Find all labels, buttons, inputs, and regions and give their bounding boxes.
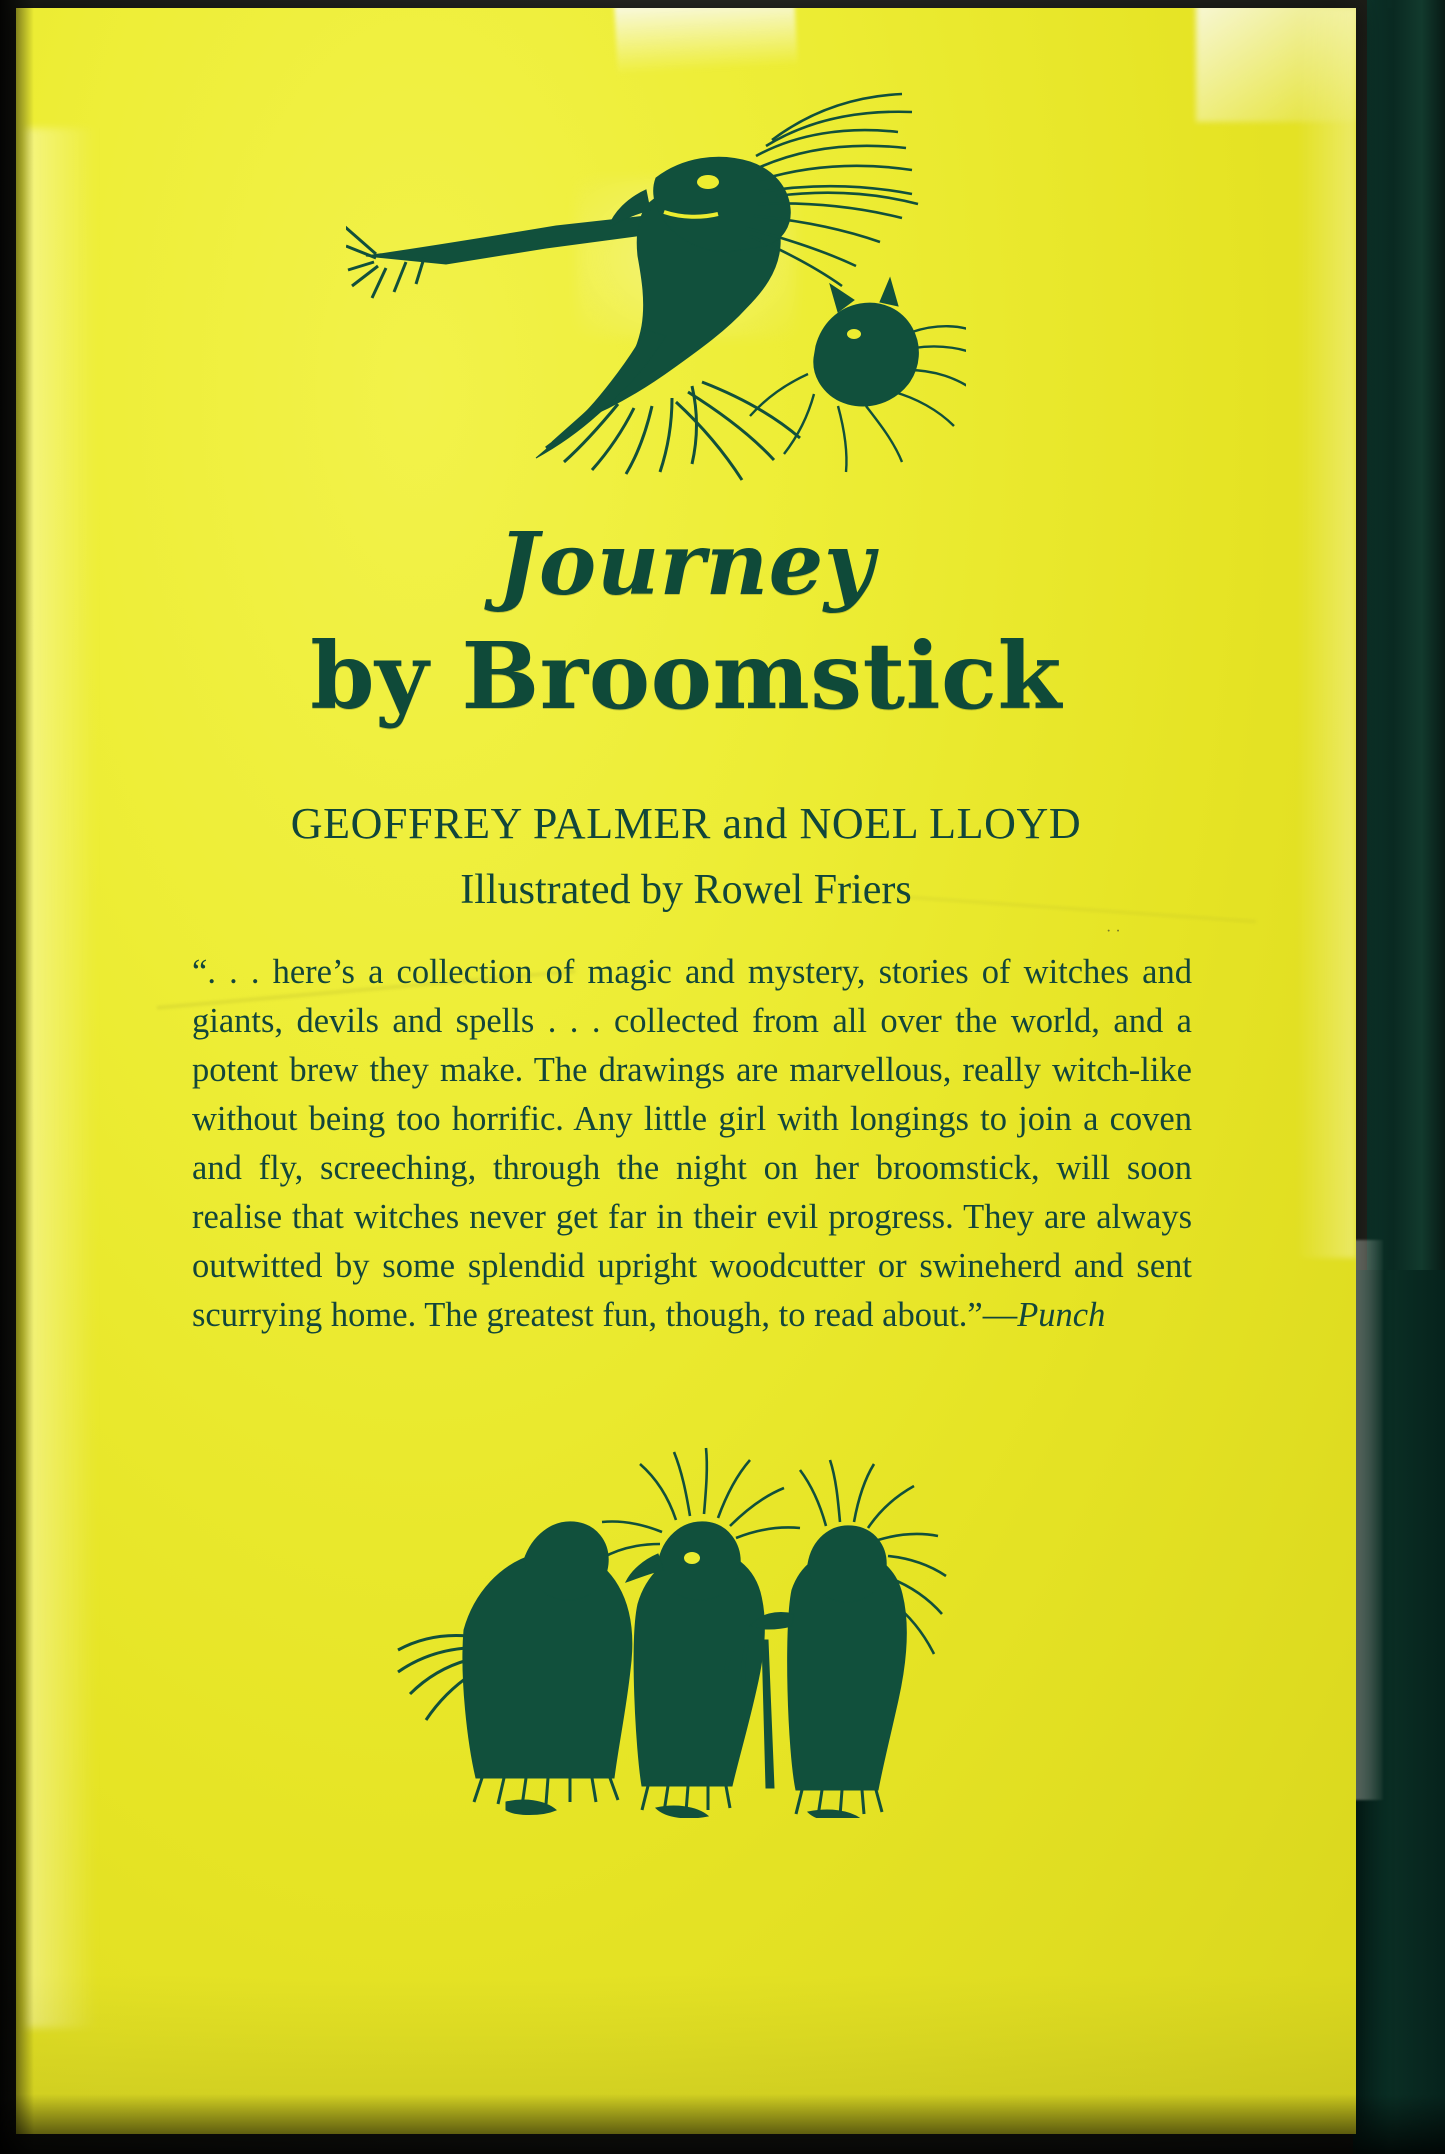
authors-line: GEOFFREY PALMER and NOEL LLOYD (290, 799, 1082, 848)
dust-jacket-back-cover (16, 8, 1356, 2134)
book-title (16, 514, 1356, 731)
title-line-1: Journey (497, 514, 875, 615)
review-source: Punch (1017, 1295, 1106, 1334)
paper-wear-left (26, 128, 96, 2028)
photo-shadow-bottom (0, 2094, 1445, 2154)
book-edge-highlight (1353, 1240, 1383, 1800)
title-line-2: by Broomstick (310, 622, 1062, 731)
illustrator-line: Illustrated by Rowel Friers (460, 867, 912, 913)
review-blurb (192, 948, 1192, 1340)
photo-shadow-left (0, 0, 34, 2154)
witch-on-broomstick-icon (346, 86, 966, 506)
stray-ink-marks: · · (1106, 923, 1121, 940)
three-witches-icon (356, 1378, 996, 1818)
paper-tear-top-right (1196, 8, 1356, 122)
paper-tear-top (614, 8, 797, 75)
review-blurb-text: “. . . here’s a collection of magic and mystery, stories of witches and giants, devils and spells . . . collected from all over the world, and a potent brew they make. The drawings are marvellous, really witch-like without being too horrific. Any little girl with longings to join a coven and fly, screeching, through the night on her broomstick, will soon realise that witches never get far in their evil progress. They are always outwitted by some splendid upright woodcutter or swineherd and sent scurrying home. The greatest fun, though, to read about.”— (192, 953, 1192, 1334)
